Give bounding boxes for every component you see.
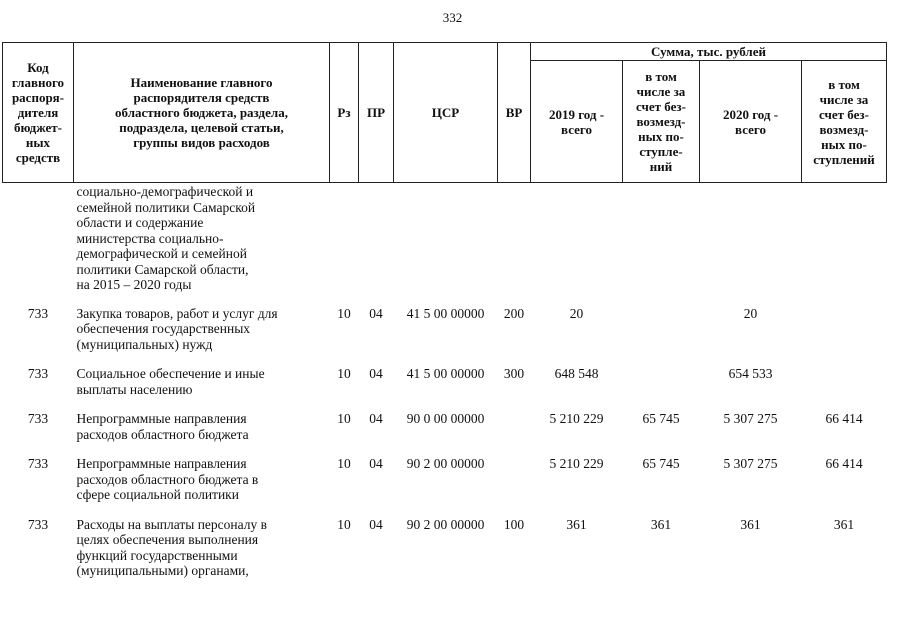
cell-csr: 90 0 00 00000 bbox=[406, 411, 485, 426]
cell-2019-grants bbox=[623, 366, 700, 411]
cell-2020-total: 5 307 275 bbox=[723, 411, 778, 426]
cell-csr bbox=[394, 183, 498, 306]
cell-pr: 04 bbox=[369, 366, 383, 381]
cell-pr: 04 bbox=[369, 305, 383, 321]
table-row bbox=[3, 306, 887, 367]
cell-2019-total: 5 210 229 bbox=[549, 411, 604, 426]
cell-2019-grants bbox=[623, 306, 700, 367]
cell-code: 733 bbox=[27, 516, 49, 532]
cell-2019-grants: 361 bbox=[650, 516, 672, 532]
cell-csr: 90 2 00 00000 bbox=[406, 456, 485, 471]
table-body bbox=[3, 183, 887, 593]
cell-name: Закупка товаров, работ и услуг для обеспечения государственных (муниципальных) нужд bbox=[76, 305, 278, 352]
cell-vr: 200 bbox=[503, 305, 525, 321]
cell-2019-total: 20 bbox=[569, 305, 584, 321]
table-row bbox=[3, 411, 887, 456]
header-2020-grants: в том числе за счет без- возмезд- ных по- ступлений bbox=[802, 61, 887, 183]
header-pr: ПР bbox=[359, 43, 394, 183]
header-csr: ЦСР bbox=[394, 43, 498, 183]
cell-2020-total: 20 bbox=[743, 305, 758, 321]
cell-2020-total: 361 bbox=[740, 516, 761, 532]
header-name: Наименование главного распорядителя средств областного бюджета, раздела, подраздела, целевой статьи, группы видов расходов bbox=[74, 43, 330, 183]
cell-name: Непрограммные направления расходов областного бюджета bbox=[76, 411, 249, 442]
page-number: 332 bbox=[442, 10, 463, 25]
cell-2020-total: 654 533 bbox=[728, 366, 773, 381]
cell-code: 733 bbox=[27, 411, 49, 426]
cell-csr: 41 5 00 00000 bbox=[406, 366, 485, 381]
cell-2019-total bbox=[531, 183, 623, 306]
cell-vr: 100 bbox=[503, 516, 525, 532]
cell-code: 733 bbox=[27, 456, 49, 471]
cell-pr: 04 bbox=[369, 516, 383, 532]
header-2019-grants: в том числе за счет без- возмезд- ных по- ступле- ний bbox=[623, 61, 700, 183]
cell-2019-total: 648 548 bbox=[554, 366, 599, 381]
cell-2019-total: 5 210 229 bbox=[549, 456, 604, 471]
cell-pr: 04 bbox=[369, 411, 383, 426]
header-code: Код главного распоря- дителя бюджет- ных средств bbox=[3, 43, 74, 183]
cell-2019-grants bbox=[623, 183, 700, 306]
cell-2019-grants: 65 745 bbox=[642, 456, 680, 471]
cell-name: Расходы на выплаты персоналу в целях обеспечения выполнения функций государственными (муниципальными) органами, bbox=[76, 516, 267, 578]
cell-rz: 10 bbox=[337, 305, 351, 321]
header-sum: Сумма, тыс. рублей bbox=[531, 43, 887, 61]
cell-code: 733 bbox=[27, 305, 49, 321]
cell-code: 733 bbox=[27, 366, 49, 381]
cell-2020-total: 5 307 275 bbox=[723, 456, 778, 471]
cell-2020-grants bbox=[802, 183, 887, 306]
cell-2020-grants: 66 414 bbox=[825, 411, 863, 426]
header-2020-total: 2020 год - всего bbox=[700, 61, 802, 183]
cell-rz bbox=[330, 183, 359, 306]
cell-rz: 10 bbox=[337, 516, 351, 532]
cell-pr: 04 bbox=[369, 456, 383, 471]
cell-vr bbox=[498, 183, 531, 306]
table-row bbox=[3, 517, 887, 593]
cell-vr: 300 bbox=[503, 366, 525, 381]
cell-pr bbox=[359, 183, 394, 306]
cell-code bbox=[3, 183, 74, 306]
cell-csr: 90 2 00 00000 bbox=[406, 516, 485, 532]
header-vr: ВР bbox=[498, 43, 531, 183]
cell-name: социально-демографической и семейной политики Самарской области и содержание министерства социально- демографической и семейной политики Самарской области, на 2015 – 2020 годы bbox=[76, 184, 256, 292]
cell-2019-grants: 65 745 bbox=[642, 411, 680, 426]
table-row bbox=[3, 183, 887, 306]
cell-name: Непрограммные направления расходов областного бюджета в сфере социальной политики bbox=[76, 456, 259, 502]
cell-vr bbox=[498, 456, 531, 517]
cell-2020-grants: 361 bbox=[833, 516, 855, 532]
cell-2019-total: 361 bbox=[566, 516, 587, 532]
table-row bbox=[3, 366, 887, 411]
cell-csr: 41 5 00 00000 bbox=[406, 305, 485, 321]
table-row bbox=[3, 456, 887, 517]
cell-2020-grants: 66 414 bbox=[825, 456, 863, 471]
cell-rz: 10 bbox=[337, 366, 351, 381]
cell-rz: 10 bbox=[337, 411, 351, 426]
cell-2020-grants bbox=[802, 366, 887, 411]
cell-vr bbox=[498, 411, 531, 456]
cell-rz: 10 bbox=[337, 456, 351, 471]
cell-2020-grants bbox=[802, 306, 887, 367]
budget-table bbox=[2, 42, 887, 593]
cell-name: Социальное обеспечение и иные выплаты населению bbox=[76, 366, 265, 397]
header-rz: Рз bbox=[330, 43, 359, 183]
cell-2020-total bbox=[700, 183, 802, 306]
header-2019-total: 2019 год - всего bbox=[531, 61, 623, 183]
table-header bbox=[3, 43, 887, 183]
